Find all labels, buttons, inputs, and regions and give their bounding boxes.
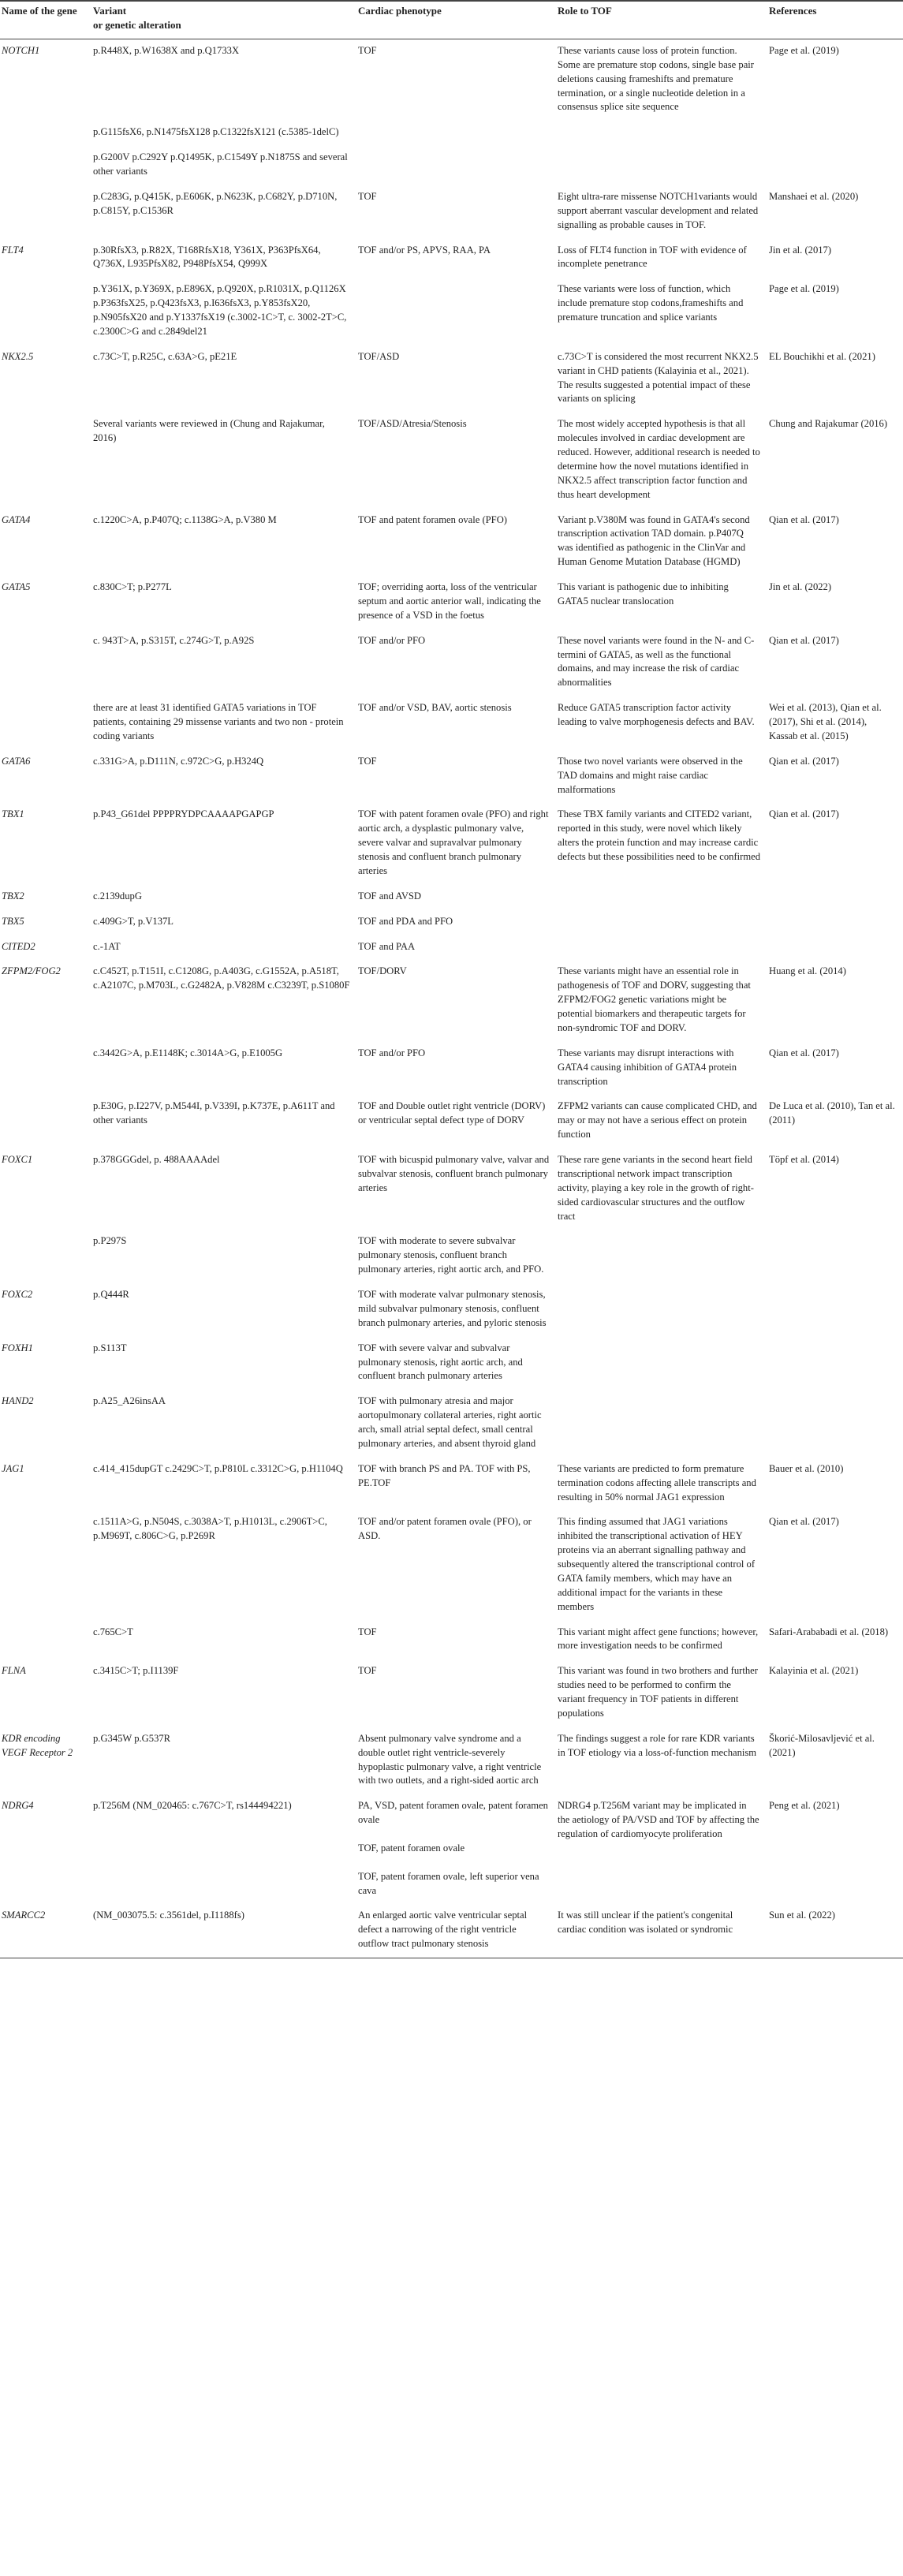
table-row (0, 885, 903, 910)
table-header-row (0, 1, 903, 39)
references-cell: EL Bouchikhi et al. (2021) (769, 350, 875, 362)
role-cell: This variant might affect gene functions; however, more investigation needs to be confirmed (558, 1626, 759, 1652)
gene-cell (0, 185, 91, 239)
variant-cell: p.G345W p.G537R (93, 1732, 171, 1744)
table-row (0, 278, 903, 345)
phenotype-cell: TOF with branch PS and PA. TOF with PS, PE.TOF (358, 1462, 531, 1488)
references-cell: Sun et al. (2022) (767, 1904, 903, 1958)
role-cell (556, 1283, 767, 1337)
table-row (0, 39, 903, 121)
variant-cell: Several variants were reviewed in (Chung and Rajakumar, 2016) (93, 418, 325, 444)
references-cell (767, 1390, 903, 1458)
role-cell (556, 1230, 767, 1283)
references-cell: Peng et al. (2021) (769, 1800, 840, 1812)
table-row (0, 1794, 903, 1904)
table-row (0, 1148, 903, 1230)
phenotype-cell (356, 121, 556, 146)
gene-cell: KDR encoding VEGF Receptor 2 (2, 1732, 73, 1758)
references-cell: Chung and Rajakumar (2016) (769, 418, 888, 430)
role-cell: ZFPM2 variants can cause complicated CHD, and may or may not have a serious effect on protein function (558, 1100, 757, 1141)
variant-cell: p.R448X, p.W1638X and p.Q1733X (91, 39, 356, 121)
variant-cell: p.378GGGdel, p. 488AAAAdel (93, 1154, 220, 1166)
table-row (0, 1390, 903, 1458)
variant-cell: c.73C>T, p.R25C, c.63A>G, pE21E (93, 350, 237, 362)
gene-cell (0, 1621, 91, 1660)
role-cell (556, 1337, 767, 1391)
gene-cell: GATA5 (2, 581, 31, 593)
references-cell: Page et al. (2019) (769, 283, 839, 295)
references-cell (767, 121, 903, 146)
table-row (0, 629, 903, 697)
phenotype-cell: TOF with pulmonary atresia and major aortopulmonary collateral arteries, right aortic arch, small atrial septal defect, small central pulmonary arteries, and absent thyroid gland (358, 1395, 542, 1449)
role-cell: Variant p.V380M was found in GATA4's second transcription activation TAD domain. p.P407Q was identified as pathogenic in the ClinVar and Human Genome Mutation Database (HGMD) (558, 513, 750, 568)
references-cell (767, 146, 903, 185)
references-cell: Wei et al. (2013), Qian et al. (2017), Shi et al. (2014), Kassab et al. (2015) (769, 702, 882, 741)
gene-cell: NDRG4 (2, 1800, 34, 1812)
table-row (0, 910, 903, 935)
table-row (0, 185, 903, 239)
table-row (0, 960, 903, 1041)
variant-cell: c.1220C>A, p.P407Q; c.1138G>A, p.V380 M (93, 513, 277, 525)
gene-cell: TBX1 (2, 808, 24, 820)
role-cell: It was still unclear if the patient's congenital cardiac condition was isolated or syndromic (556, 1904, 767, 1958)
phenotype-cell (356, 146, 556, 185)
role-cell: These variants might have an essential role in pathogenesis of TOF and DORV, suggesting that ZFPM2/FOG2 genetic variations might be potential biomarkers and therapeutic targets for non-syndromic TOF and DORV. (558, 965, 751, 1033)
gene-cell: FOXC1 (2, 1154, 33, 1166)
table-row (0, 1621, 903, 1660)
references-cell (767, 910, 903, 935)
role-cell (556, 146, 767, 185)
variant-cell: there are at least 31 identified GATA5 variations in TOF patients, containing 29 missense variants and two non - protein coding variants (93, 702, 344, 741)
table-row (0, 345, 903, 413)
phenotype-cell: PA, VSD, patent foramen ovale, patent foramen ovale TOF, patent foramen ovale TOF, patent foramen ovale, left superior vena cava (358, 1800, 548, 1896)
table-row (0, 576, 903, 629)
table-row (0, 803, 903, 884)
table-row (0, 1337, 903, 1391)
table-row (0, 1458, 903, 1511)
phenotype-cell: TOF with moderate to severe subvalvar pulmonary stenosis, confluent branch pulmonary arteries, right aortic arch, and PFO. (358, 1235, 544, 1275)
phenotype-cell: TOF (358, 755, 377, 767)
gene-cell: ZFPM2/FOG2 (2, 965, 61, 977)
references-cell: Qian et al. (2017) (769, 808, 839, 820)
references-cell: Qian et al. (2017) (769, 513, 839, 525)
phenotype-cell: TOF (358, 1626, 377, 1637)
role-cell: NDRG4 p.T256M variant may be implicated in the aetiology of PA/VSD and TOF by affecting the regulation of cardiomyocyte proliferation (558, 1800, 759, 1840)
table-row (0, 750, 903, 804)
role-cell: Eight ultra-rare missense NOTCH1variants would support aberrant vascular development and related signalling as probable causes in TOF. (558, 190, 759, 230)
role-cell (556, 121, 767, 146)
references-cell: Huang et al. (2014) (769, 965, 846, 977)
gene-cell: FOXC2 (2, 1289, 33, 1301)
variant-cell: p.P297S (93, 1235, 127, 1247)
references-cell: Qian et al. (2017) (769, 1047, 839, 1058)
references-cell: Safari-Arababadi et al. (2018) (769, 1626, 889, 1637)
variant-cell: p.S113T (93, 1342, 127, 1353)
phenotype-cell: TOF and/or VSD, BAV, aortic stenosis (358, 702, 512, 714)
references-cell: De Luca et al. (2010), Tan et al. (2011) (769, 1100, 895, 1126)
gene-cell: TBX5 (2, 915, 24, 927)
references-cell: Jin et al. (2017) (769, 244, 832, 256)
variant-cell: p.Q444R (93, 1289, 129, 1301)
variant-cell: p.G115fsX6, p.N1475fsX128 p.C1322fsX121 (c.5385-1delC) (93, 126, 339, 138)
gene-cell: FLNA (2, 1665, 26, 1677)
table-row (0, 239, 903, 278)
gene-cell: NKX2.5 (2, 350, 34, 362)
references-cell: Töpf et al. (2014) (769, 1154, 839, 1166)
table-row (0, 935, 903, 961)
table-row (0, 146, 903, 185)
role-cell: This variant is pathogenic due to inhibiting GATA5 nuclear translocation (558, 581, 729, 607)
table-body (0, 39, 903, 1958)
gene-cell (0, 121, 91, 146)
role-cell: These TBX family variants and CITED2 variant, reported in this study, were novel which likely alters the protein function and may increase cardic defects but these possibilities need to be confirmed (558, 808, 761, 863)
phenotype-cell: TOF/ASD/Atresia/Stenosis (358, 418, 467, 430)
table-row (0, 509, 903, 577)
role-cell: Loss of FLT4 function in TOF with evidence of incomplete penetrance (558, 244, 747, 270)
references-cell (767, 935, 903, 961)
references-cell: Bauer et al. (2010) (769, 1462, 844, 1474)
variant-cell: p.T256M (NM_020465: c.767C>T, rs144494221) (93, 1800, 292, 1812)
references-cell: Jin et al. (2022) (769, 581, 832, 593)
role-cell (556, 935, 767, 961)
phenotype-cell: TOF/ASD (358, 350, 400, 362)
variant-cell: c. 943T>A, p.S315T, c.274G>T, p.A92S (93, 634, 255, 646)
role-cell: These novel variants were found in the N- and C-termini of GATA5, as well as the functional domains, and may increase the risk of cardiac abnormalities (558, 634, 755, 689)
table-row (0, 1904, 903, 1958)
gene-cell (0, 413, 91, 508)
phenotype-cell: TOF and Double outlet right ventricle (DORV) or ventricular septal defect type of DORV (358, 1100, 546, 1126)
table-row (0, 1095, 903, 1148)
variant-cell: c.3415C>T; p.I1139F (93, 1665, 179, 1677)
phenotype-cell: TOF with bicuspid pulmonary valve, valvar and subvalvar stenosis, confluent branch pulmonary arteries (358, 1154, 550, 1193)
role-cell: These variants may disrupt interactions with GATA4 causing inhibition of GATA4 protein transcription (558, 1047, 737, 1087)
header-references: References (767, 1, 903, 39)
table-row (0, 1659, 903, 1727)
phenotype-cell: An enlarged aortic valve ventricular septal defect a narrowing of the right ventricle outflow tract pulmonary stenosis (356, 1904, 556, 1958)
gene-cell (0, 696, 91, 750)
variant-cell: p.E30G, p.I227V, p.M544I, p.V339I, p.K737E, p.A611T and other variants (93, 1100, 335, 1126)
header-phenotype: Cardiac phenotype (356, 1, 556, 39)
phenotype-cell: TOF (358, 1665, 377, 1677)
variant-cell: c.3442G>A, p.E1148K; c.3014A>G, p.E1005G (93, 1047, 283, 1058)
phenotype-cell: TOF and AVSD (358, 890, 422, 902)
gene-cell: GATA6 (2, 755, 31, 767)
phenotype-cell: TOF and/or patent foramen ovale (PFO), or ASD. (358, 1516, 532, 1542)
phenotype-cell: TOF and PAA (358, 940, 416, 952)
header-variant: Variant or genetic alteration (91, 1, 356, 39)
phenotype-cell: TOF with patent foramen ovale (PFO) and right aortic arch, a dysplastic pulmonary valve, severe valvar and supravalvar pulmonary stenosis and confluent branch pulmonary arteries (358, 808, 549, 876)
phenotype-cell: TOF; overriding aorta, loss of the ventricular septum and aortic anterior wall, indicating the presence of a VSD in the foetus (358, 581, 541, 621)
references-cell: Manshaei et al. (2020) (769, 190, 859, 202)
references-cell: Kalayinia et al. (2021) (769, 1665, 859, 1677)
variant-cell: c.331G>A, p.D111N, c.972C>G, p.H324Q (93, 755, 264, 767)
references-cell (767, 1230, 903, 1283)
variant-cell: p.C283G, p.Q415K, p.E606K, p.N623K, p.C682Y, p.D710N, p.C815Y, p.C1536R (93, 190, 338, 216)
table-row (0, 1230, 903, 1283)
gene-cell (0, 278, 91, 345)
header-gene: Name of the gene (0, 1, 91, 39)
variant-cell: p.A25_A26insAA (93, 1395, 166, 1407)
gene-cell (0, 1095, 91, 1148)
references-cell: Qian et al. (2017) (769, 1516, 839, 1528)
phenotype-cell: TOF/DORV (358, 965, 407, 977)
variant-cell: p.G200V p.C292Y p.Q1495K, p.C1549Y p.N1875S and several other variants (93, 151, 348, 177)
references-cell: Qian et al. (2017) (769, 634, 839, 646)
variant-cell: p.30RfsX3, p.R82X, T168RfsX18, Y361X, P363PfsX64, Q736X, L935PfsX82, P948PfsX54, Q999X (93, 244, 321, 270)
table-row (0, 413, 903, 508)
gene-cell (0, 146, 91, 185)
phenotype-cell: TOF and/or PS, APVS, RAA, PA (358, 244, 491, 256)
role-cell (556, 910, 767, 935)
gene-cell (0, 629, 91, 697)
variant-cell: c.830C>T; p.P277L (93, 581, 172, 593)
gene-cell: NOTCH1 (0, 39, 91, 121)
role-cell: These variants cause loss of protein function. Some are premature stop codons, single base pair deletions causing frameshifts and premature termination, or a single nucleotide deletion in a consensus splice site sequence (556, 39, 767, 121)
variant-cell: (NM_003075.5: c.3561del, p.I1188fs) (91, 1904, 356, 1958)
role-cell: Reduce GATA5 transcription factor activity leading to valve morphogenesis defects and BAV. (558, 702, 755, 728)
references-cell (767, 1337, 903, 1391)
gene-cell (0, 1230, 91, 1283)
table-row (0, 1042, 903, 1096)
variant-cell: c.414_415dupGT c.2429C>T, p.P810L c.3312C>G, p.H1104Q (93, 1462, 343, 1474)
role-cell: Those two novel variants were observed in the TAD domains and might raise cardiac malformations (558, 755, 743, 795)
table-row (0, 121, 903, 146)
variant-cell: p.P43_G61del PPPPRYDPCAAAAPGAPGP (93, 808, 274, 820)
table-row (0, 1510, 903, 1620)
role-cell: c.73C>T is considered the most recurrent NKX2.5 variant in CHD patients (Kalayinia et al., 2021). The results suggested a potential impact of these variants on splicing (558, 350, 759, 405)
role-cell: This finding assumed that JAG1 variations inhibited the transcriptional activation of HEY proteins via an aberrant signalling pathway and subsequently altered the transcriptional control of GATA family members, which may have an additional impact for the variants in these members (558, 1516, 756, 1612)
variant-cell: c.409G>T, p.V137L (93, 915, 174, 927)
variant-cell: c.765C>T (93, 1626, 133, 1637)
phenotype-cell: TOF and/or PFO (358, 634, 426, 646)
table-row (0, 1283, 903, 1337)
variant-cell: c.1511A>G, p.N504S, c.3038A>T, p.H1013L, c.2906T>C, p.M969T, c.806C>G, p.P269R (93, 1516, 327, 1542)
role-cell: These variants were loss of function, which include premature stop codons,frameshifts and premature truncation and splice variants (558, 283, 744, 323)
gene-cell: JAG1 (2, 1462, 24, 1474)
gene-cell: TBX2 (2, 890, 24, 902)
variant-cell: c.C452T, p.T151I, c.C1208G, p.A403G, c.G1552A, p.A518T, c.A2107C, p.M703L, c.G2482A, p.V828M c.C3239T, p.S1080F (93, 965, 350, 991)
gene-cell: FLT4 (2, 244, 24, 256)
gene-cell: GATA4 (2, 513, 31, 525)
role-cell: These variants are predicted to form premature termination codons affecting allele transcripts and resulting in 50% normal JAG1 expression (558, 1462, 756, 1503)
table-row (0, 696, 903, 750)
references-cell: Page et al. (2019) (767, 39, 903, 121)
phenotype-cell: TOF (358, 190, 377, 202)
phenotype-cell: TOF and/or PFO (358, 1047, 426, 1058)
phenotype-cell: TOF with moderate valvar pulmonary stenosis, mild subvalvar pulmonary stenosis, confluent branch pulmonary arteries, and pyloric stenosis (358, 1289, 547, 1328)
phenotype-cell: TOF and patent foramen ovale (PFO) (358, 513, 507, 525)
gene-cell (0, 1042, 91, 1096)
role-cell: The findings suggest a role for rare KDR variants in TOF etiology via a loss-of-function mechanism (558, 1732, 757, 1758)
phenotype-cell: Absent pulmonary valve syndrome and a double outlet right ventricle-severely hypoplastic pulmonary valve, a right ventricle with two outlets, and a right-sided aortic arch (358, 1732, 542, 1786)
gene-cell (0, 1510, 91, 1620)
table-row (0, 1727, 903, 1795)
header-role: Role to TOF (556, 1, 767, 39)
role-cell: These rare gene variants in the second heart field transcriptional network impact transcription activity, playing a key role in the growth of right-sided cardiovascular structures and the outflow tract (558, 1154, 754, 1222)
references-cell: Škorić-Milosavljević et al. (2021) (769, 1732, 875, 1758)
variant-cell: c.2139dupG (93, 890, 142, 902)
references-cell (767, 1283, 903, 1337)
phenotype-cell: TOF with severe valvar and subvalvar pulmonary stenosis, right aortic arch, and confluent branch pulmonary arteries (358, 1342, 523, 1382)
gene-cell: SMARCC2 (0, 1904, 91, 1958)
variant-cell: c.-1AT (93, 940, 121, 952)
role-cell: This variant was found in two brothers and further studies need to be performed to confirm the variant frequency in TOF patients in different populations (558, 1665, 758, 1719)
gene-cell: CITED2 (2, 940, 35, 952)
gene-cell: HAND2 (2, 1395, 34, 1407)
role-cell (556, 885, 767, 910)
phenotype-cell (356, 278, 556, 345)
phenotype-cell: TOF (356, 39, 556, 121)
references-cell (767, 885, 903, 910)
role-cell: The most widely accepted hypothesis is that all molecules involved in cardiac development are reduced. However, additional research is needed to determine how the novel mutations identified in NKX2.5 affect transcription factor function and thus heart development (558, 418, 760, 500)
phenotype-cell: TOF and PDA and PFO (358, 915, 453, 927)
gene-cell: FOXH1 (2, 1342, 33, 1353)
role-cell (556, 1390, 767, 1458)
variant-cell: p.Y361X, p.Y369X, p.E896X, p.Q920X, p.R1031X, p.Q1126X p.P363fsX25, p.Q423fsX3, p.I636fsX3, p.Y853fsX20, p.N905fsX20 and p.Y1337fsX19 (c.3002-1C>T, c. 3002-2T>C, c.2300C>G and c.2849del21 (93, 283, 347, 337)
references-cell: Qian et al. (2017) (769, 755, 839, 767)
